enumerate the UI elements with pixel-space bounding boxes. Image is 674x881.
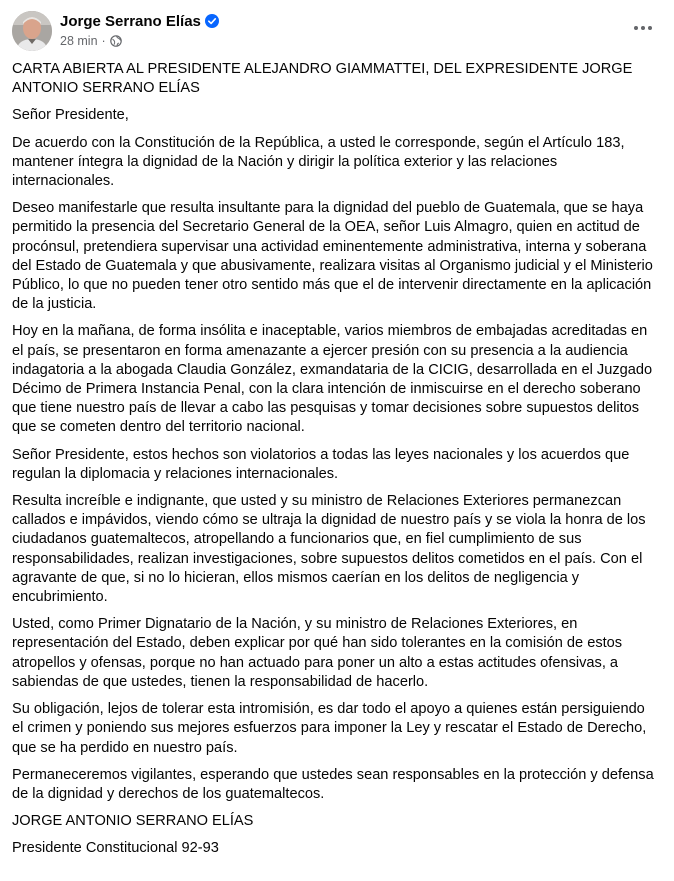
meta-separator: ·	[101, 34, 106, 48]
letter-paragraph: Señor Presidente, estos hechos son violatorios a todas las leyes nacionales y los acuerdos que regulan la diplomacia y relaciones internacionales.	[12, 446, 630, 482]
author-name[interactable]: Jorge Serrano Elías	[60, 12, 201, 30]
post-body	[12, 60, 660, 867]
letter-salutation: Señor Presidente,	[12, 107, 129, 124]
author-row	[60, 12, 219, 30]
globe-icon[interactable]	[110, 35, 122, 47]
letter-title: CARTA ABIERTA AL PRESIDENTE ALEJANDRO GIAMMATTEI, DEL EXPRESIDENTE JORGE ANTONIO SERRANO ELÍAS	[12, 61, 633, 97]
post-header	[12, 11, 662, 55]
letter-paragraph: Permaneceremos vigilantes, esperando que ustedes sean responsables en la protección y defensa de la dignidad y derechos de los guatemaltecos.	[12, 766, 654, 802]
letter-paragraph: Su obligación, lejos de tolerar esta intromisión, es dar todo el apoyo a quienes están persiguiendo el crimen y poniendo sus mejores esfuerzos para imponer la Ley y rescatar el Estado de Derecho, que se ha perdido en nuestro país.	[12, 701, 647, 756]
verified-badge-icon	[205, 14, 219, 28]
letter-paragraph: Deseo manifestarle que resulta insultante para la dignidad del pueblo de Guatemala, que se haya permitido la presencia del Secretario General de la OEA, señor Luis Almagro, quien en actitud de procónsul, pretendiera supervisar una actividad eminentemente administrativa, interna y soberana del Estado de Guatemala y que abusivamente, realizara visitas al Organismo judicial y el Ministerio Público, lo que no pueden tener otro sentido más que el de intervenir directamente en la aplicación de la justicia.	[12, 200, 653, 313]
letter-paragraph: Resulta increíble e indignante, que usted y su ministro de Relaciones Exteriores permanezcan callados e impávidos, viendo cómo se ultraja la dignidad de nuestro país y se viola la honra de los ciudadanos guatemaltecos, atropellando a funcionarios que, en fiel cumplimiento de sus responsabilidades, realizan investigaciones, sobre supuestos delitos cometidos en el país. Con el agravante de que, si no lo hicieran, ellos mismos caerían en los delitos de negligencia y encubrimiento.	[12, 493, 646, 606]
more-options-icon	[633, 25, 653, 31]
letter-paragraph: Usted, como Primer Dignatario de la Nación, y su ministro de Relaciones Exteriores, en representación del Estado, deben explicar por qué han sido tolerantes en la comisión de estos atropellos y ofensas, porque no han actuado para poner un alto a estas actitudes ofensivas, a sabiendas de que ustedes, tienen la responsabilidad de hacerlo.	[12, 616, 623, 690]
post-meta	[60, 33, 122, 49]
letter-paragraph: De acuerdo con la Constitución de la República, a usted le corresponde, según el Artículo 183, mantener íntegra la dignidad de la Nación y dirigir la política exterior y las relaciones internacionales.	[12, 134, 625, 190]
signature-name: JORGE ANTONIO SERRANO ELÍAS	[12, 813, 254, 830]
post-timestamp[interactable]: 28 min	[60, 34, 98, 48]
letter-paragraph: Hoy en la mañana, de forma insólita e inaceptable, varios miembros de embajadas acreditadas en el país, se presentaron en forma amenazante a ejercer presión con su presencia a la audiencia indagatoria a la abogada Claudia González, exmandataria de la CICIG, desarrollada en el Juzgado Décimo de Primera Instancia Penal, con la clara intención de inmiscuirse en el derecho soberano que tiene nuestro país de llevar a cabo las pesquisas y tomar decisiones sobre supuestos delitos que se cometen dentro del territorio nacional.	[12, 323, 653, 436]
more-options-button[interactable]	[628, 13, 658, 43]
author-avatar[interactable]	[12, 11, 52, 51]
signature-title: Presidente Constitucional 92-93	[12, 840, 219, 857]
avatar-photo-icon	[12, 11, 52, 51]
